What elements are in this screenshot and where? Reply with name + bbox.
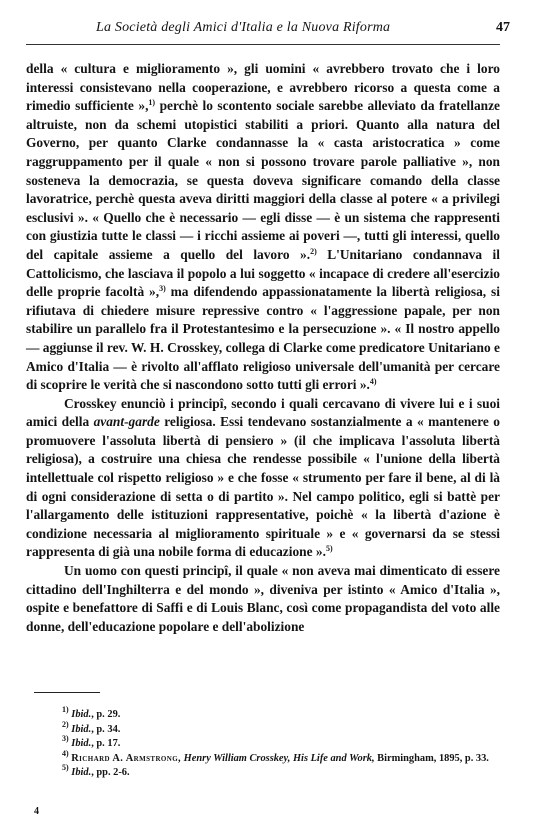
running-head — [34, 20, 510, 40]
footnote-source: Ibid. — [71, 723, 92, 735]
footnote-ref-3: 3) — [159, 284, 166, 294]
footnote-ref-1: 1) — [148, 98, 156, 108]
footnote-source: Ibid. — [71, 709, 92, 720]
text-run: Crosskey enunciò i principî, secondo i quali cercavano di vivere lui e i suoi amici della — [26, 395, 500, 430]
footnote-text: Birmingham, 1895, p. 33. — [374, 752, 489, 764]
italic-term: avant-garde — [93, 414, 160, 430]
footnote-1 — [34, 705, 500, 723]
footnote-source: Ibid. — [71, 767, 92, 779]
footnote-text: , p. 34. — [91, 723, 121, 735]
footnote-ref-2: 2) — [310, 246, 317, 256]
footnote-5 — [34, 763, 500, 781]
text-run: della « cultura e miglioramento », gli uomini « avrebbero trovato che i loro interessi consistevano nella cooperazione, e avrebbero ricorso a questa come a rimedio sufficiente », — [26, 61, 500, 114]
footnote-text: , pp. 2-6. — [91, 767, 130, 779]
text-run: religiosa. Essi tendevano sostanzialmente a « mantenere o promuovere l'assoluta libertà di pensiero » (il che implicava l'assoluta libertà religiosa), a costruire una chiesa che rendesse possibile « l'unione della libertà intellettuale col rispetto religioso » e che fosse « strumento per fare il bene, al di là di ogni considerazione di setta o di partito ». Nel campo politico, egli si battè per l'allargamento delle istituzioni rappresentative, poichè « la libertà d'azione è condizione necessaria al miglioramento spirituale » e « governarsi da se stessi rappresenta di già una nobile forma di educazione ». — [26, 414, 500, 560]
footnote-ref-4: 4) — [369, 377, 377, 387]
footnote-title: Henry William Crosskey, His Life and Work, — [183, 752, 375, 764]
paragraph-3: Un uomo con questi principî, il quale « non aveva mai dimenticato di essere cittadino dell'Inghilterra e del mondo », diveniva per istinto « Amico d'Italia », ospite e benefattore di Saffi e di Louis Blanc, così come propagandista del voto alle donne, dell'educazione popolare e dell'abolizione — [26, 563, 500, 634]
footnote-text: , p. 29. — [91, 709, 121, 720]
footnote-mark: 2) — [62, 719, 69, 729]
footnote-2 — [34, 719, 500, 738]
footnote-author: Richard A. Armstrong, — [71, 752, 182, 764]
footnote-source: Ibid. — [71, 738, 92, 750]
header-rule — [26, 44, 500, 45]
body-text — [26, 60, 500, 636]
footnote-4 — [34, 748, 500, 767]
footnote-text: , p. 17. — [91, 738, 121, 750]
footnote-rule — [34, 692, 100, 693]
paragraph-2 — [26, 395, 500, 562]
footnotes — [34, 705, 500, 781]
page-number: 47 — [496, 20, 510, 35]
footnote-3 — [34, 734, 500, 752]
footnote-ref-5: 5) — [325, 544, 333, 554]
footnote-mark: 5) — [62, 763, 69, 773]
footnote-mark: 3) — [62, 734, 69, 744]
footnote-mark: 1) — [62, 705, 69, 714]
footnote-mark: 4) — [62, 748, 69, 758]
running-head-title: La Società degli Amici d'Italia e la Nuova Riforma — [96, 20, 391, 35]
text-run: perchè lo scontento sociale sarebbe alleviato da fratellanze altruiste, non da schemi utopistici stabiliti a priori. Quanto alla natura del Governo, per quanto Clarke condannasse la « casta aristocratica » come raggruppamento per il quale « non si possono trovare parole palliative », non sosteneva la democrazia, se questa doveva significare comando della classe lavoratrice, perchè questa aveva diritti maggiori della classe al potere « a privilegi esclusivi ». « Quello che è necessario — egli disse — è un sistema che rappresenti con giustizia tutte le classi — i ricchi assieme ai poveri —, tutti gli interessi, quello del capitale assieme a quello del lavoro ». — [26, 98, 500, 262]
text-run: L'Unitariano condannava il Cattolicismo, che lasciava il popolo a lui soggetto « incapace di credere all'esercizio delle proprie facoltà », — [26, 246, 500, 300]
paragraph-1 — [26, 60, 500, 395]
text-run: ma difendendo appassionatamente la libertà religiosa, si rifiutava di chiedere misure repressive contro « l'aggressione papale, per non stabilire un parallelo fra il Protestantesimo e la persecuzione ». « Il nostro appello — aggiunse il rev. W. H. Crosskey, collega di Clarke come predicatore Unitariano e Amico d'Italia — è rivolto all'afflato religioso universale dell'umanità per cercare di scoprire le verità che si nascondono sotto tutti gli errori ». — [26, 284, 500, 393]
signature-mark: 4 — [34, 806, 39, 817]
